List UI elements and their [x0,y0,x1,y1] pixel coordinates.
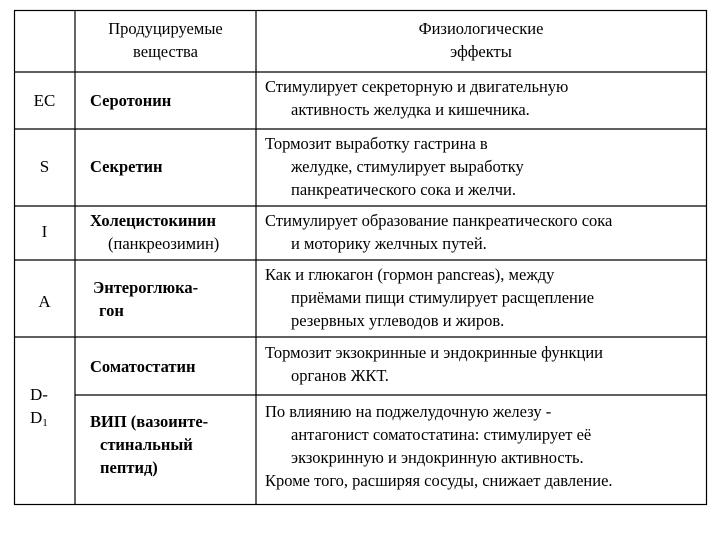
cell-substance-enteroglucagon: Энтероглюка- гон [93,278,199,320]
cell-code-i: I [41,222,48,241]
cell-effect-serotonin: Стимулирует секреторную и двигательную активность желудка и кишечника. [265,77,569,119]
cell-effect-cholecystokinin: Стимулирует образование панкреатического сока и моторику желчных путей. [265,211,613,253]
cell-code-a: A [38,292,51,311]
cell-code-s: S [39,157,50,176]
cell-effect-secretin: Тормозит выработку гастрина в желудке, стимулирует выработку панкреатического сока и желчи. [265,134,524,199]
header-effects: Физиологические эффекты [418,19,544,61]
header-substances: Продуцируемые вещества [108,19,223,61]
cell-substance-somatostatin: Соматостатин [90,357,196,376]
cell-substance-vip: ВИП (вазоинте- стинальный пептид) [90,412,209,477]
cell-code-ec: EC [33,91,56,110]
cell-effect-somatostatin: Тормозит экзокринные и эндокринные функции органов ЖКТ. [265,343,603,385]
cell-substance-serotonin: Серотонин [90,91,172,110]
cell-substance-cholecystokinin: Холецистокинин (панкреозимин) [90,211,220,253]
cell-code-d-d1: D- $D_1$ [30,385,48,429]
cell-substance-secretin: Секретин [90,157,163,176]
cell-effect-enteroglucagon: Как и глюкагон (гормон pancreas), между приёмами пищи стимулирует расщепление резервных углеводов и жиров. [265,265,595,330]
cell-effect-vip: По влиянию на поджелудочную железу - антагонист соматостатина: стимулирует её экзокринную и эндокринную активность. Кроме того, расширяя сосуды, снижает давление. [265,402,613,490]
